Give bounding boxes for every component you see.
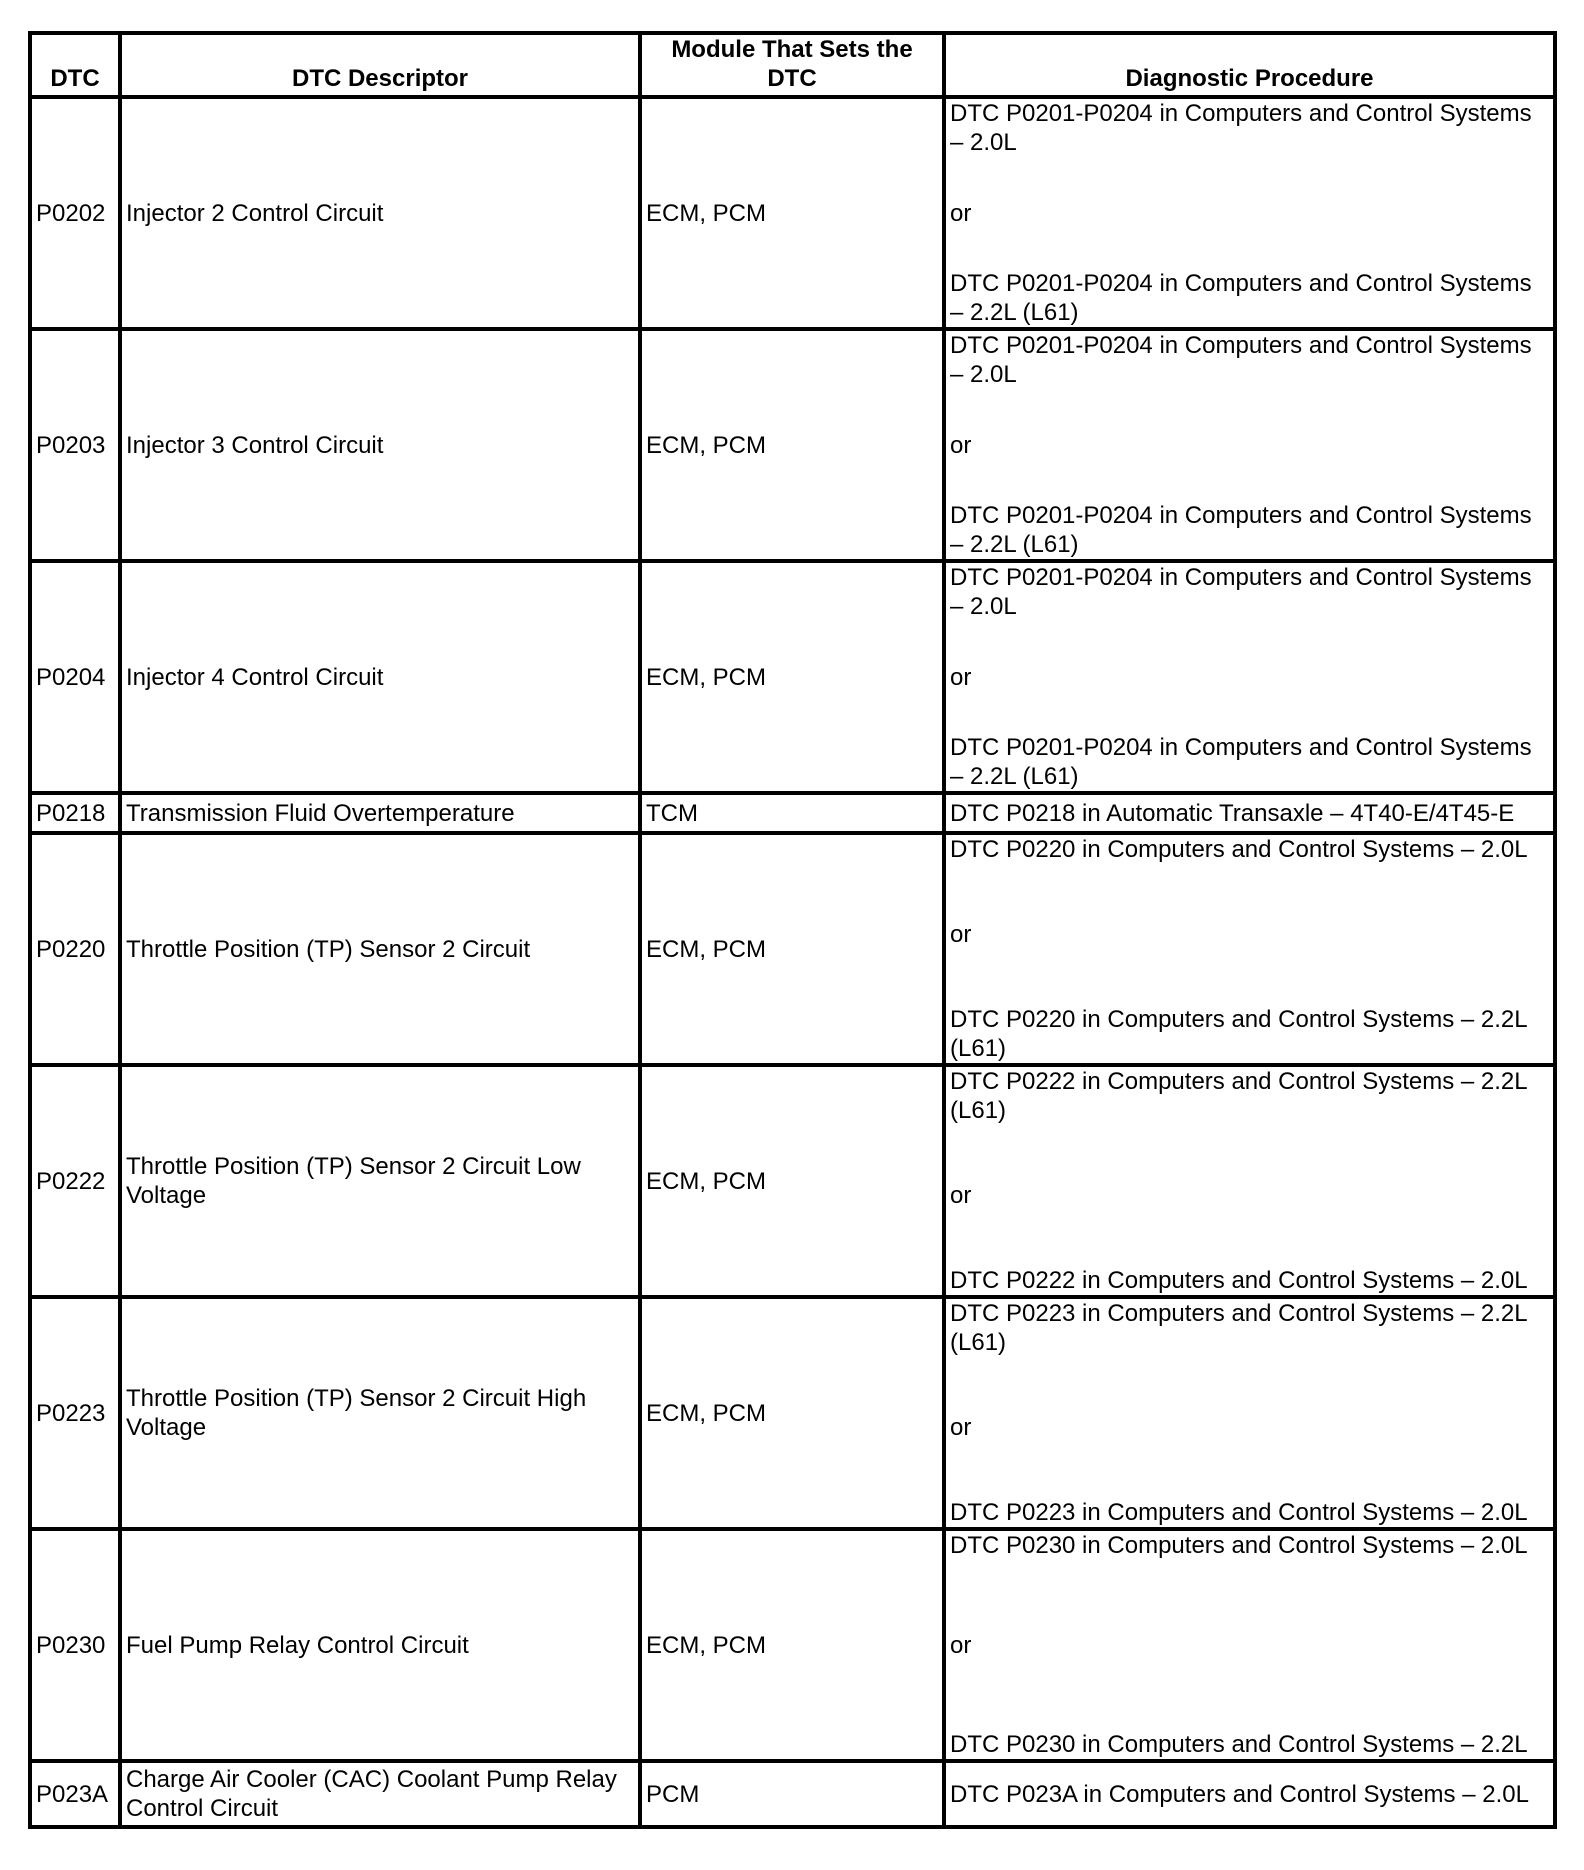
procedure-option: DTC P0223 in Computers and Control Systems – 2.2L (L61) <box>950 1300 1527 1356</box>
dtc-procedure <box>944 833 1555 1065</box>
procedure-option: DTC P0230 in Computers and Control Systems – 2.2L <box>950 1731 1528 1758</box>
dtc-descriptor: Throttle Position (TP) Sensor 2 Circuit <box>120 833 640 1065</box>
dtc-descriptor: Injector 3 Control Circuit <box>120 329 640 561</box>
procedure-option: DTC P0220 in Computers and Control Systems – 2.2L (L61) <box>950 1006 1527 1062</box>
dtc-descriptor: Throttle Position (TP) Sensor 2 Circuit High Voltage <box>120 1297 640 1529</box>
dtc-module: ECM, PCM <box>640 1529 944 1761</box>
dtc-procedure <box>944 1297 1555 1529</box>
table-row <box>30 833 1555 1065</box>
procedure-option: DTC P0201-P0204 in Computers and Control Systems – 2.2L (L61) <box>950 734 1532 790</box>
procedure-or: or <box>950 1631 972 1659</box>
procedure-option: DTC P0201-P0204 in Computers and Control Systems – 2.0L <box>950 100 1532 156</box>
header-procedure: Diagnostic Procedure <box>944 33 1555 97</box>
procedure-option: DTC P0222 in Computers and Control Systems – 2.0L <box>950 1267 1528 1294</box>
procedure-option: DTC P0201-P0204 in Computers and Control Systems – 2.2L (L61) <box>950 270 1532 326</box>
dtc-descriptor: Charge Air Cooler (CAC) Coolant Pump Relay Control Circuit <box>120 1761 640 1827</box>
table-row <box>30 1297 1555 1529</box>
dtc-descriptor: Injector 4 Control Circuit <box>120 561 640 793</box>
procedure-or: or <box>950 199 972 227</box>
dtc-code: P023A <box>30 1761 120 1827</box>
dtc-code: P0202 <box>30 97 120 329</box>
procedure-option: DTC P0201-P0204 in Computers and Control Systems – 2.0L <box>950 564 1532 620</box>
table-row <box>30 1065 1555 1297</box>
dtc-module: ECM, PCM <box>640 1297 944 1529</box>
dtc-procedure <box>944 1529 1555 1761</box>
procedure-or: or <box>950 1182 972 1209</box>
procedure-or: or <box>950 663 972 691</box>
dtc-descriptor: Injector 2 Control Circuit <box>120 97 640 329</box>
dtc-code: P0230 <box>30 1529 120 1761</box>
procedure-or: or <box>950 431 972 459</box>
dtc-module: ECM, PCM <box>640 97 944 329</box>
dtc-module: ECM, PCM <box>640 833 944 1065</box>
dtc-procedure <box>944 1761 1555 1827</box>
dtc-code: P0223 <box>30 1297 120 1529</box>
dtc-module: TCM <box>640 793 944 833</box>
dtc-module: ECM, PCM <box>640 561 944 793</box>
dtc-module: ECM, PCM <box>640 329 944 561</box>
dtc-descriptor: Throttle Position (TP) Sensor 2 Circuit Low Voltage <box>120 1065 640 1297</box>
dtc-code: P0220 <box>30 833 120 1065</box>
dtc-procedure <box>944 793 1555 833</box>
procedure-option: DTC P0223 in Computers and Control Systems – 2.0L <box>950 1499 1528 1526</box>
table-row <box>30 1529 1555 1761</box>
dtc-code: P0218 <box>30 793 120 833</box>
procedure-option: DTC P0218 in Automatic Transaxle – 4T40-E/4T45-E <box>950 799 1515 827</box>
table-row <box>30 1761 1555 1827</box>
header-module: Module That Sets the DTC <box>640 33 944 97</box>
dtc-procedure <box>944 329 1555 561</box>
dtc-code: P0222 <box>30 1065 120 1297</box>
header-dtc: DTC <box>30 33 120 97</box>
dtc-descriptor: Transmission Fluid Overtemperature <box>120 793 640 833</box>
dtc-procedure <box>944 97 1555 329</box>
dtc-code: P0204 <box>30 561 120 793</box>
table-row <box>30 97 1555 329</box>
procedure-or: or <box>950 921 972 948</box>
procedure-option: DTC P0230 in Computers and Control Systems – 2.0L <box>950 1532 1528 1559</box>
dtc-code: P0203 <box>30 329 120 561</box>
dtc-procedure <box>944 1065 1555 1297</box>
dtc-procedure <box>944 561 1555 793</box>
procedure-option: DTC P0201-P0204 in Computers and Control Systems – 2.2L (L61) <box>950 502 1532 558</box>
header-descriptor: DTC Descriptor <box>120 33 640 97</box>
procedure-or: or <box>950 1414 972 1441</box>
table-header-row <box>30 33 1555 97</box>
dtc-table <box>28 31 1557 1829</box>
dtc-descriptor: Fuel Pump Relay Control Circuit <box>120 1529 640 1761</box>
table-row <box>30 793 1555 833</box>
table-row <box>30 561 1555 793</box>
procedure-option: DTC P0220 in Computers and Control Systems – 2.0L <box>950 836 1528 863</box>
procedure-option: DTC P0201-P0204 in Computers and Control Systems – 2.0L <box>950 332 1532 388</box>
dtc-module: ECM, PCM <box>640 1065 944 1297</box>
dtc-module: PCM <box>640 1761 944 1827</box>
procedure-option: DTC P023A in Computers and Control Systems – 2.0L <box>950 1780 1529 1808</box>
table-row <box>30 329 1555 561</box>
procedure-option: DTC P0222 in Computers and Control Systems – 2.2L (L61) <box>950 1068 1527 1124</box>
